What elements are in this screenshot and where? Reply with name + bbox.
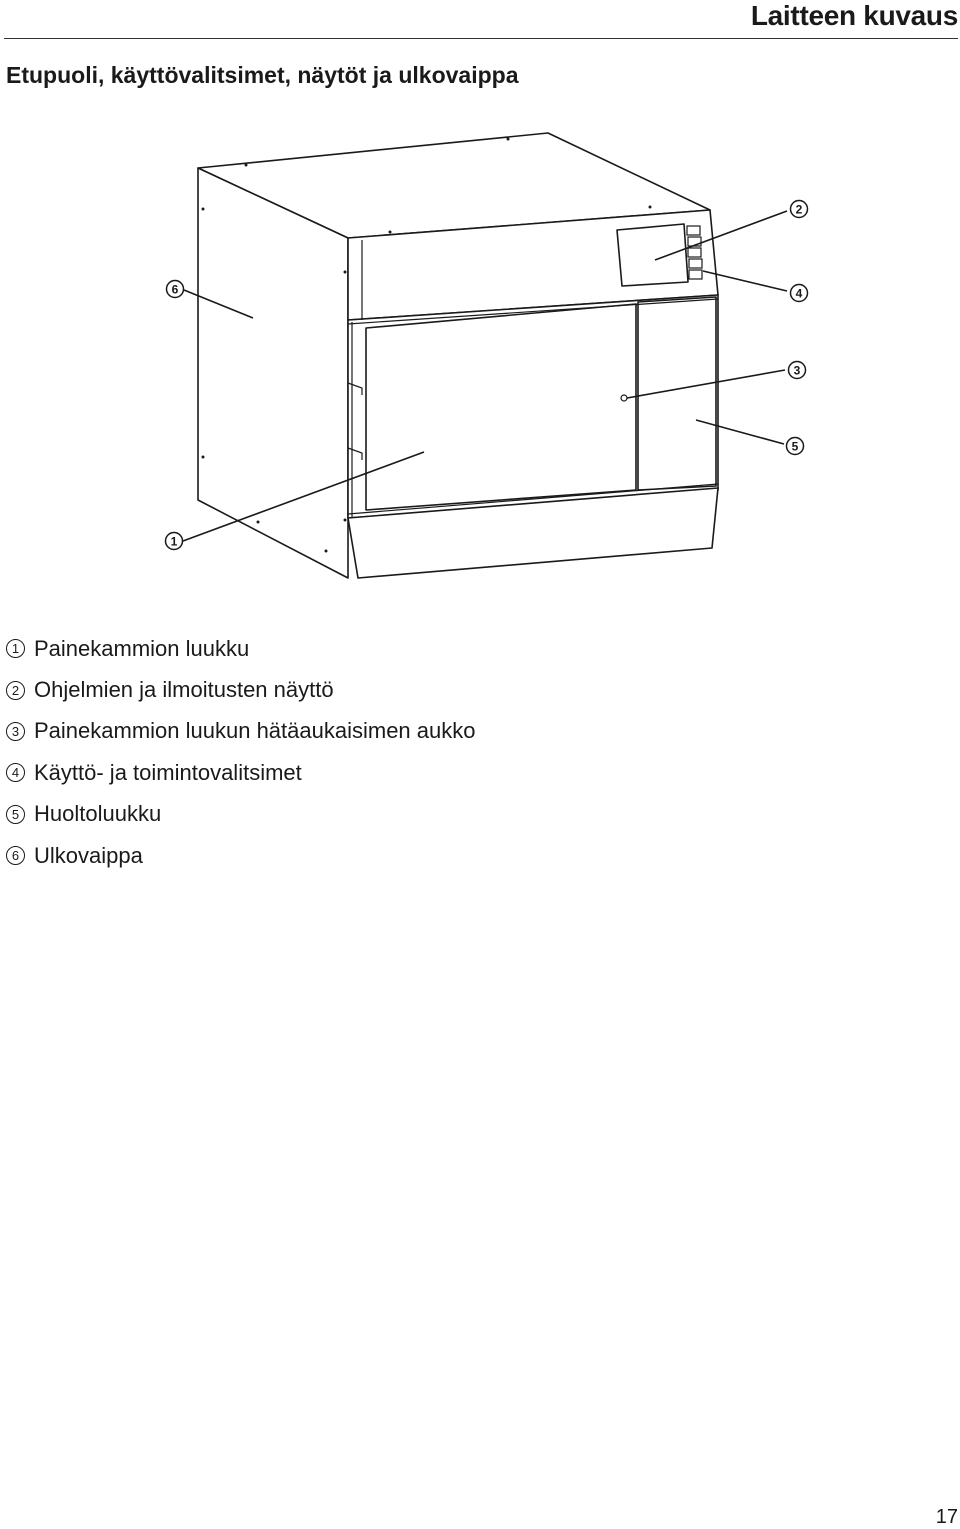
callout-3: 3: [793, 363, 801, 378]
legend-label: Käyttö- ja toimintovalitsimet: [34, 759, 302, 785]
legend-item: [6, 669, 475, 710]
callout-2: 2: [795, 202, 803, 217]
section-title: Etupuoli, käyttövalitsimet, näytöt ja ulkovaippa: [6, 62, 519, 88]
display-screen: [617, 224, 688, 286]
legend-item: [6, 711, 475, 752]
legend-label: Painekammion luukun hätäaukaisimen aukko: [34, 718, 476, 744]
callout-5: 5: [791, 439, 799, 454]
callout-6: 6: [171, 282, 179, 297]
legend-number: 6: [6, 846, 25, 865]
chamber-door: [366, 304, 636, 510]
header-rule: [4, 38, 958, 39]
device-illustration: [150, 125, 820, 590]
legend-item: [6, 835, 475, 876]
legend-label: Painekammion luukku: [34, 635, 250, 661]
legend-number: 4: [6, 763, 25, 782]
callout-1: 1: [170, 534, 178, 549]
legend-item: [6, 794, 475, 835]
legend-label: Ulkovaippa: [34, 842, 143, 868]
legend-number: 3: [6, 722, 25, 741]
side-panel: [198, 168, 348, 578]
legend-item: [6, 628, 475, 669]
legend-number: 1: [6, 639, 25, 658]
legend-number: 5: [6, 805, 25, 824]
legend-item: [6, 752, 475, 793]
legend-label: Huoltoluukku: [34, 801, 162, 827]
legend-list: [6, 628, 475, 876]
legend-label: Ohjelmien ja ilmoitusten näyttö: [34, 677, 334, 703]
callout-4: 4: [795, 286, 803, 301]
chapter-title: Laitteen kuvaus: [750, 0, 958, 31]
page-number: 17: [935, 1506, 958, 1528]
legend-number: 2: [6, 681, 25, 700]
